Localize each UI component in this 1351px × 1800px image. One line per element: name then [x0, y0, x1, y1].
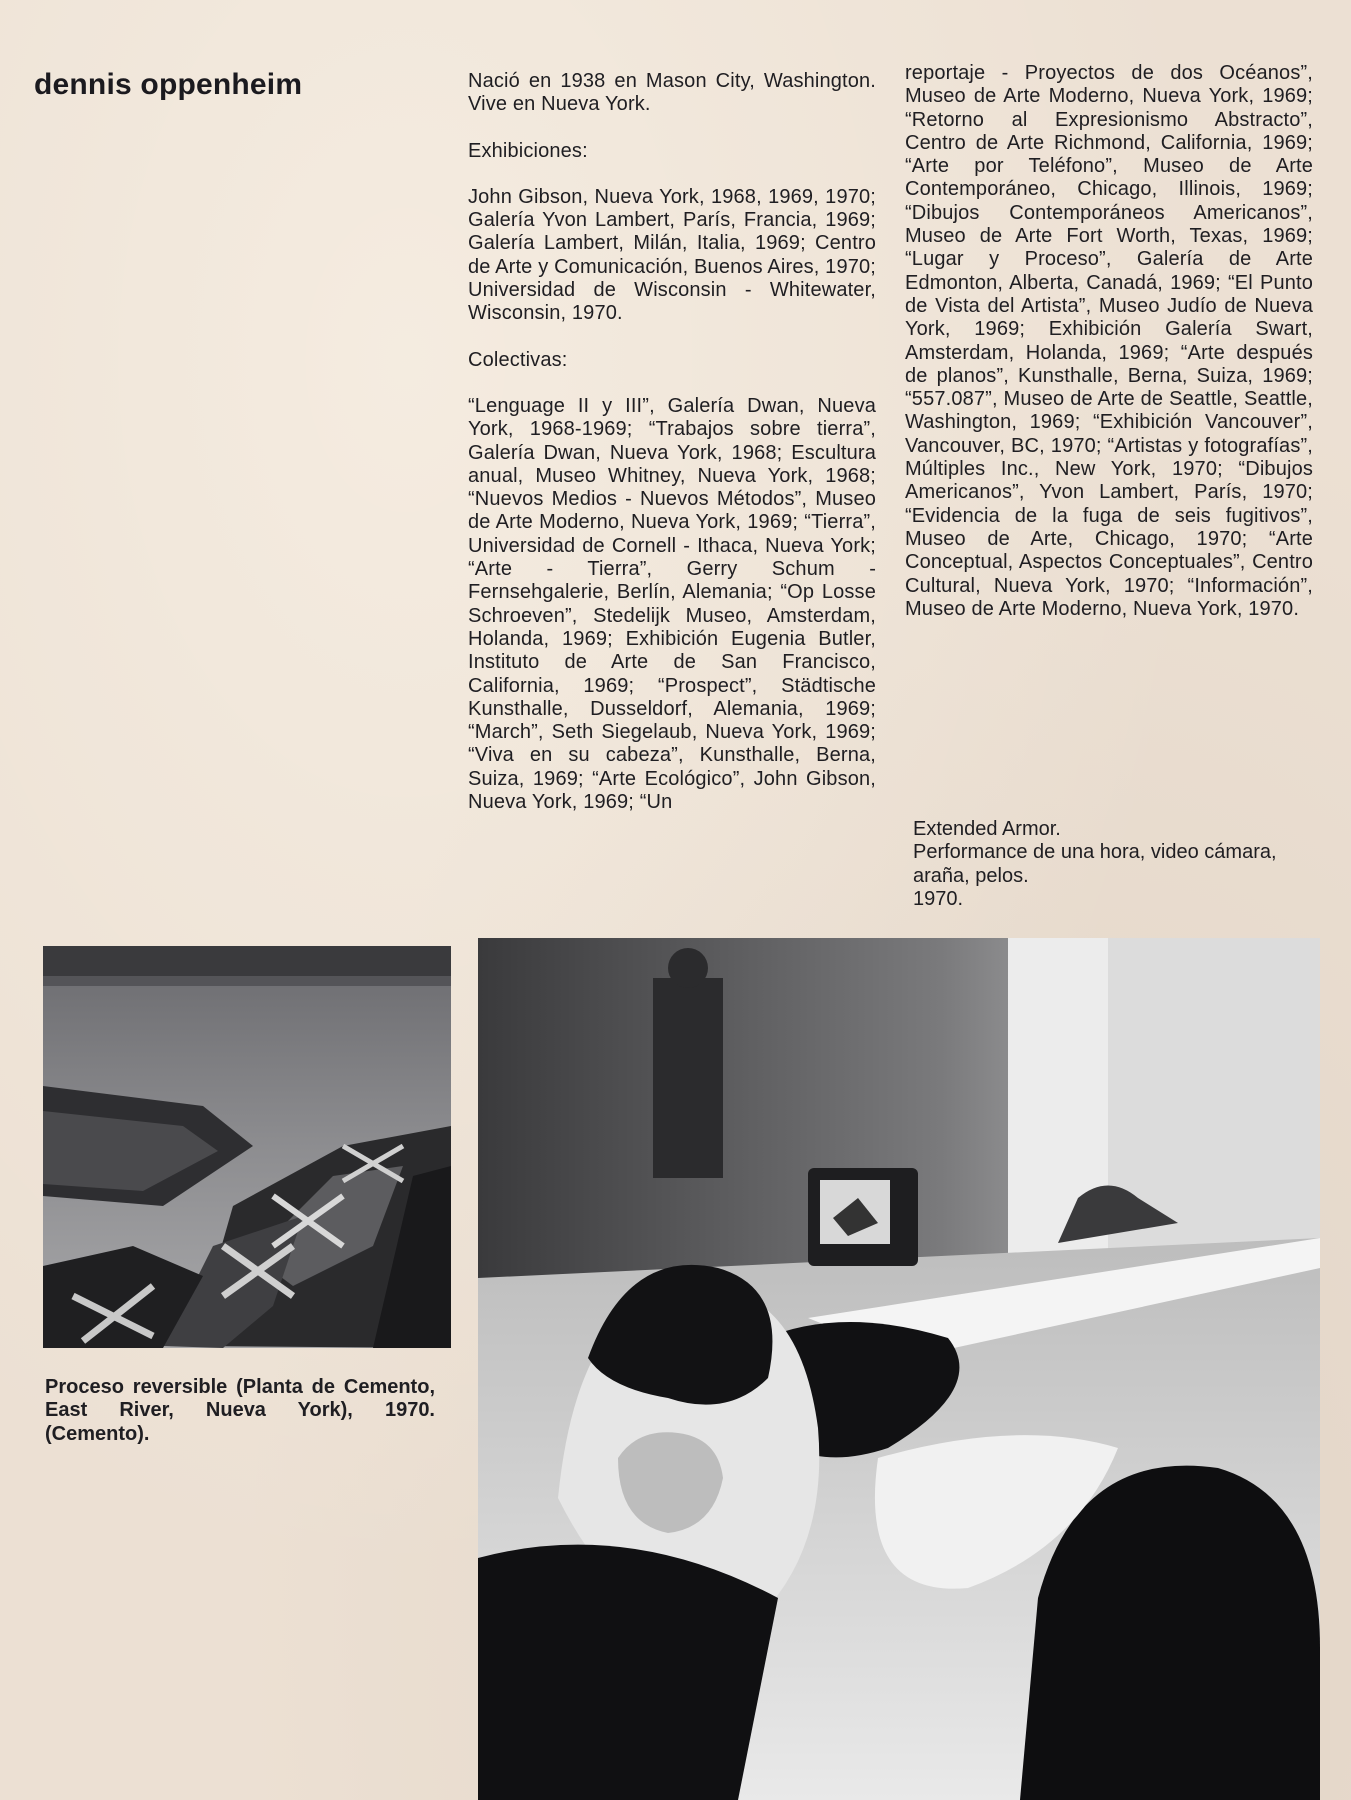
artist-bio: Nació en 1938 en Mason City, Washington. Vive en Nueva York. — [468, 70, 876, 116]
caption-extended-armor — [913, 818, 1313, 911]
group-exhibitions-list-part2: reportaje - Proyectos de dos Océanos”, Museo de Arte Moderno, Nueva York, 1969; “Retorno al Expresionismo Abstracto”, Centro de Arte Richmond, California, 1969; “Arte por Teléfono”, Museo de Arte Contemporáneo, Chicago, Illinois, 1969; “Dibujos Contemporáneos Americanos”, Museo de Arte Fort Worth, Texas, 1969; “Lugar y Proceso”, Galería de Arte Edmonton, Alberta, Canadá, 1969; “El Punto de Vista del Artista”, Museo Judío de Nueva York, 1969; Exhibición Galería Swart, Amsterdam, Holanda, 1969; “Arte después de planos”, Kunsthalle, Berna, Suiza, 1969; “557.087”, Museo de Arte de Seattle, Seattle, Washington, 1969; “Exhibición Vancouver”, Vancouver, BC, 1970; “Artistas y fotografías”, Múltiples Inc., New York, 1970; “Dibujos Americanos”, Yvon Lambert, París, 1970; “Evidencia de la fuga de seis fugitivos”, Museo de Arte, Chicago, 1970; “Arte Conceptual, Aspectos Conceptuales”, Centro Cultural, Nueva York, 1970; “Información”, Museo de Arte Moderno, Nueva York, 1970. — [905, 62, 1313, 620]
text-column-right — [905, 62, 1313, 621]
caption-extended-armor-description: Performance de una hora, video cámara, araña, pelos. — [913, 841, 1277, 887]
group-exhibitions-heading: Colectivas: — [468, 348, 568, 371]
exhibitions-heading: Exhibiciones: — [468, 139, 588, 162]
photo-extended-armor — [478, 938, 1320, 1800]
caption-extended-armor-title: Extended Armor. — [913, 818, 1061, 840]
photo-performance-room — [478, 938, 1320, 1800]
artist-name-heading: dennis oppenheim — [34, 68, 303, 101]
exhibitions-list: John Gibson, Nueva York, 1968, 1969, 1970; Galería Yvon Lambert, París, Francia, 1969; Galería Lambert, Milán, Italia, 1969; Centro de Arte y Comunicación, Buenos Aires, 1970; Universidad de Wisconsin - Whitewater, Wisconsin, 1970. — [468, 185, 876, 325]
caption-extended-armor-year: 1970. — [913, 887, 964, 910]
text-column-left — [468, 70, 876, 814]
caption-reversible-process: Proceso reversible (Planta de Cemento, East River, Nueva York), 1970. (Cemento). — [45, 1376, 435, 1445]
photo-barges-river — [43, 946, 451, 1348]
group-exhibitions-list-part1: “Lenguage II y III”, Galería Dwan, Nueva York, 1968-1969; “Trabajos sobre tierra”, Galería Dwan, Nueva York, 1968; Escultura anual, Museo Whitney, Nueva York, 1968; “Nuevos Medios - Nuevos Métodos”, Museo de Arte Moderno, Nueva York, 1969; “Tierra”, Universidad de Cornell - Ithaca, Nueva York; “Arte - Tierra”, Gerry Schum - Fernsehgalerie, Berlín, Alemania; “Op Losse Schroeven”, Stedelijk Museo, Amsterdam, Holanda, 1969; Exhibición Eugenia Butler, Instituto de Arte de San Francisco, California, 1969; “Prospect”, Städtische Kunsthalle, Dusseldorf, Alemania, 1969; “March”, Seth Siegelaub, Nueva York, 1969; “Viva en su cabeza”, Kunsthalle, Berna, Suiza, 1969; “Arte Ecológico”, John Gibson, Nueva York, 1969; “Un — [468, 394, 876, 814]
photo-reversible-process — [43, 946, 451, 1348]
